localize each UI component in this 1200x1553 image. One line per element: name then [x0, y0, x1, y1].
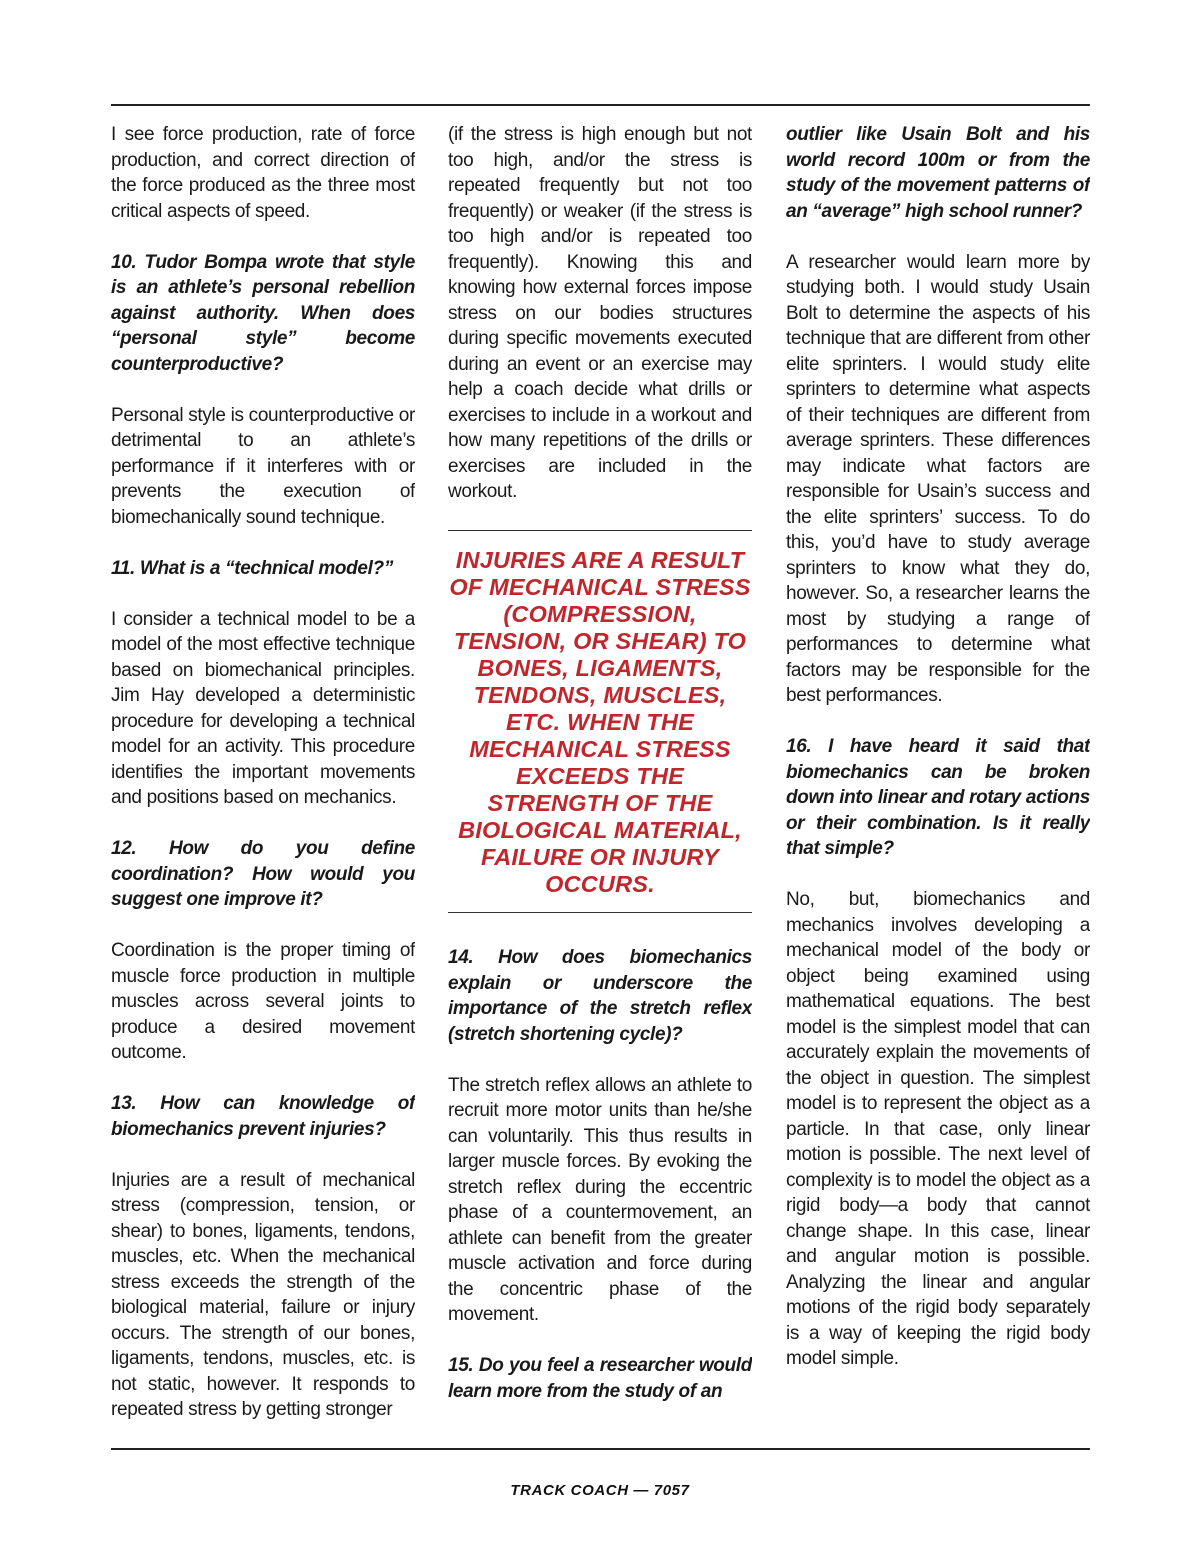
column-1 — [111, 122, 415, 1432]
interview-question: 16. I have heard it said that biomechanics can be broken down into linear and rotary actions or their combination. Is it really that simple? — [786, 736, 1090, 859]
interview-question: outlier like Usain Bolt and his world record 100m or from the study of the movement patterns of an “average” high school runner? — [786, 124, 1090, 222]
top-rule — [111, 104, 1090, 106]
column-3 — [786, 122, 1090, 1432]
pull-quote: INJURIES ARE A RESULT OF MECHANICAL STRESS (COMPRESSION, TENSION, OR SHEAR) TO BONES, LIGAMENTS, TENDONS, MUSCLES, ETC. WHEN THE MECHANICAL STRESS EXCEEDS THE STRENGTH OF THE BIOLOGICAL MATERIAL, FAILURE OR INJURY OCCURS. — [448, 530, 752, 913]
interview-answer: The stretch reflex allows an athlete to recruit more motor units than he/she can voluntarily. This thus results in larger muscle forces. By evoking the stretch reflex during the eccentric phase of a countermovement, an athlete can benefit from the greater muscle activation and force during the concentric phase of the movement. — [448, 1074, 752, 1325]
interview-question: 13. How can knowledge of biomechanics prevent injuries? — [111, 1093, 415, 1140]
interview-question: 12. How do you define coordination? How would you suggest one improve it? — [111, 838, 415, 910]
interview-answer: I consider a technical model to be a model of the most effective technique based on biomechanical principles. Jim Hay developed a deterministic procedure for developing a technical model for an activity. This procedure identifies the important movements and positions based on mechanics. — [111, 608, 415, 808]
interview-question: 15. Do you feel a researcher would learn more from the study of an — [448, 1355, 752, 1402]
column-2 — [448, 122, 752, 1432]
interview-answer: (if the stress is high enough but not too high, and/or the stress is repeated frequently but not too frequently) or weaker (if the stress is too high and/or is repeated too frequently). Knowing this and knowing how external forces impose stress on our bodies structures during specific movements executed during an event or an exercise may help a coach decide what drills or exercises to include in a workout and how many repetitions of the drills or exercises are included in the workout. — [448, 124, 752, 502]
page-footer: TRACK COACH — 7057 — [510, 1482, 690, 1499]
interview-answer: I see force production, rate of force production, and correct direction of the force produced as the three most critical aspects of speed. — [111, 124, 415, 222]
interview-answer: Injuries are a result of mechanical stress (compression, tension, or shear) to bones, ligaments, tendons, muscles, etc. When the mechanical stress exceeds the strength of the biological material, failure or injury occurs. The strength of our bones, ligaments, tendons, muscles, etc. is not static, however. It responds to repeated stress by getting stronger — [111, 1169, 415, 1420]
bottom-rule — [111, 1448, 1090, 1450]
interview-answer: Personal style is counterproductive or detrimental to an athlete’s performance if it interferes with or prevents the execution of biomechanically sound technique. — [111, 404, 415, 528]
interview-answer: No, but, biomechanics and mechanics involves developing a mechanical model of the body or object being examined using mathematical equations. The best model is the simplest model that can accurately explain the movements of the object in question. The simplest model is to represent the object as a particle. In that case, only linear motion is possible. The next level of complexity is to model the object as a rigid body—a body that cannot change shape. In this case, linear and angular motion is possible. Analyzing the linear and angular motions of the rigid body separately is a way of keeping the rigid body model simple. — [786, 889, 1090, 1369]
interview-question: 14. How does biomechanics explain or underscore the importance of the stretch reflex (stretch shortening cycle)? — [448, 947, 752, 1045]
interview-question: 11. What is a “technical model?” — [111, 557, 393, 579]
interview-answer: Coordination is the proper timing of muscle force production in multiple muscles across several joints to produce a desired movement outcome. — [111, 940, 415, 1063]
interview-answer: A researcher would learn more by studying both. I would study Usain Bolt to determine the aspects of his technique that are different from other elite sprinters. I would study elite sprinters to determine what aspects of their techniques are different from average sprinters. These differences may indicate what factors are responsible for Usain’s success and the elite sprinters’ success. To do this, you’d have to study average sprinters to know what they do, however. So, a researcher learns the most by studying a range of performances to determine what factors may be responsible for the best performances. — [786, 251, 1090, 706]
interview-question: 10. Tudor Bompa wrote that style is an athlete’s personal rebellion against authority. When does “personal style” become counterproductive? — [111, 251, 415, 375]
